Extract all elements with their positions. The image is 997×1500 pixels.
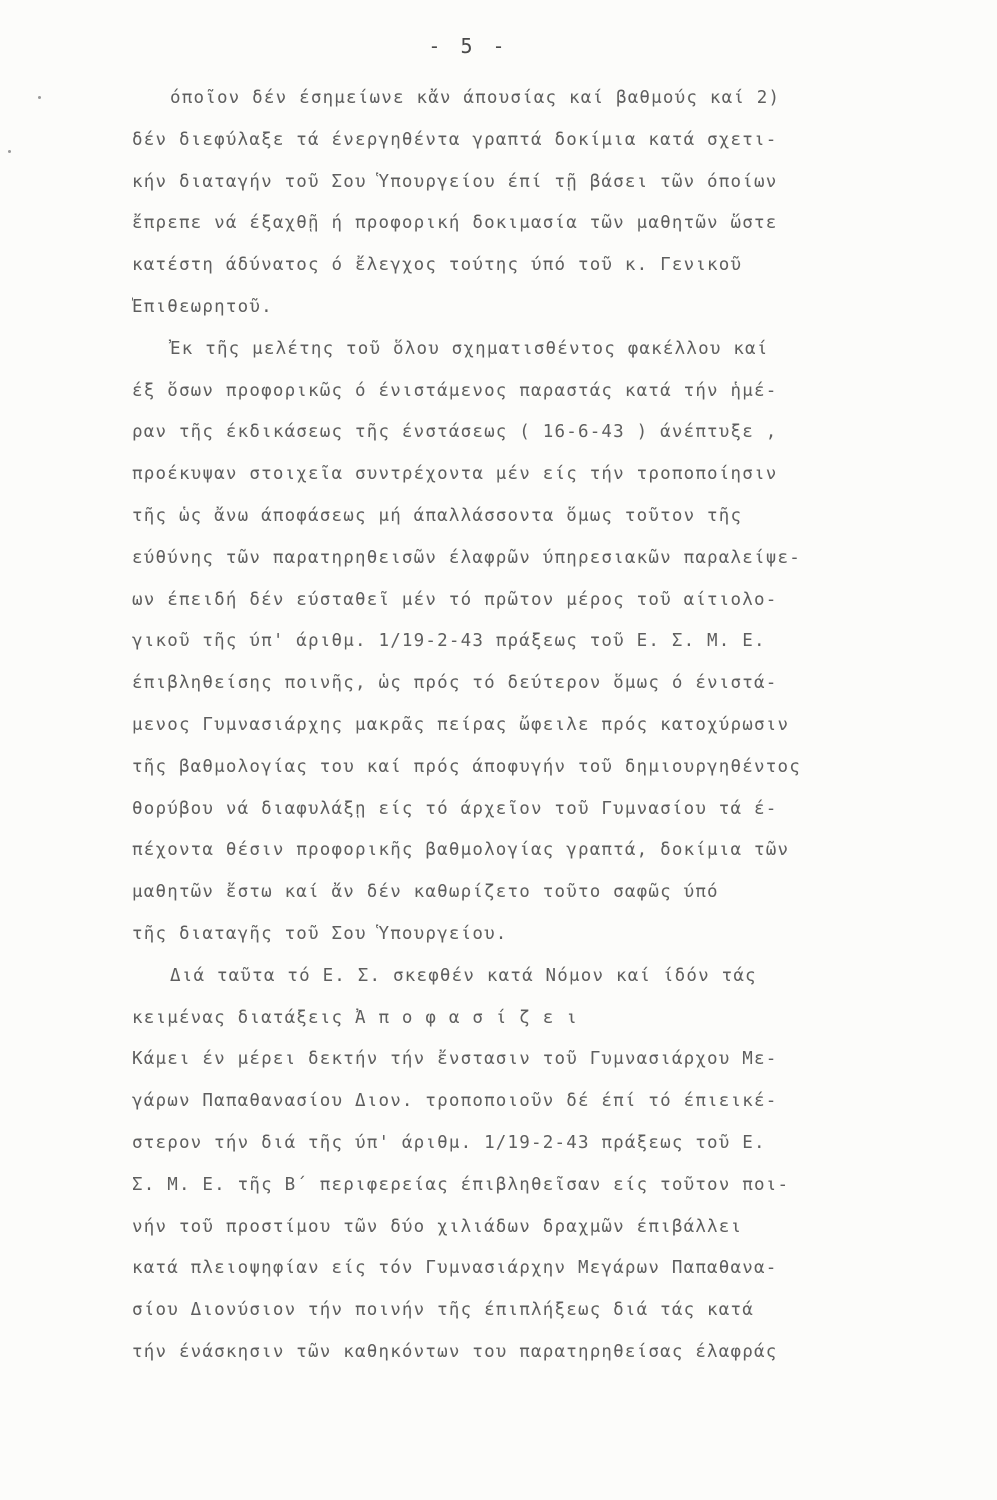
text-line: Σ. Μ. Ε. τῆς Β΄ περιφερείας έπιβληθεῖσαν είς τοῦτον ποι- <box>132 1174 790 1195</box>
text-line: γικοῦ τῆς ύπ' άριθμ. 1/19-2-43 πράξεως τοῦ Ε. Σ. Μ. Ε. <box>132 631 766 652</box>
text-line: τῆς ὡς ἄνω άποφάσεως μή άπαλλάσσοντα ὅμως τοῦτον τῆς <box>132 505 743 526</box>
text-line: ραν τῆς έκδικάσεως τῆς ένστάσεως ( 16-6-43 ) άνέπτυξε , <box>132 422 778 443</box>
text-line: Ἐπιθεωρητοῦ. <box>132 296 273 317</box>
text-line: μαθητῶν ἔστω καί ἄν δέν καθωρίζετο τοῦτο σαφῶς ύπό <box>132 882 719 903</box>
text-line: θορύβου νά διαφυλάξῃ είς τό άρχεῖον τοῦ Γυμνασίου τά έ- <box>132 798 778 819</box>
body-text <box>132 78 962 1374</box>
text-line: τῆς διαταγῆς τοῦ Σου Ὑπουργείου. <box>132 923 508 944</box>
text-line: μενος Γυμνασιάρχης μακρᾶς πείρας ὤφειλε πρός κατοχύρωσιν <box>132 714 790 735</box>
text-line: σίου Διονύσιον τήν ποινήν τῆς έπιπλήξεως διά τάς κατά <box>132 1300 755 1321</box>
text-line: νήν τοῦ προστίμου τῶν δύο χιλιάδων δραχμῶν έπιβάλλει <box>132 1216 743 1237</box>
text-line: κειμένας διατάξεις Ἀ π ο φ α σ ί ζ ε ι <box>132 1007 578 1028</box>
text-line: κήν διαταγήν τοῦ Σου Ὑπουργείου έπί τῇ βάσει τῶν όποίων <box>132 171 778 192</box>
text-line: κατέστη άδύνατος ό ἔλεγχος τούτης ύπό τοῦ κ. Γενικοῦ <box>132 255 743 276</box>
text-line: προέκυψαν στοιχεῖα συντρέχοντα μέν είς τήν τροποποίησιν <box>132 464 778 485</box>
margin-dot <box>8 150 11 153</box>
text-line: Ἐκ τῆς μελέτης τοῦ ὅλου σχηματισθέντος φακέλλου καί <box>170 338 769 359</box>
text-line: τήν ένάσκησιν τῶν καθηκόντων του παρατηρηθείσας έλαφράς <box>132 1341 778 1362</box>
text-line: ἔπρεπε νά έξαχθῇ ή προφορική δοκιμασία τῶν μαθητῶν ὥστε <box>132 213 778 234</box>
text-line: πέχοντα θέσιν προφορικῆς βαθμολογίας γραπτά, δοκίμια τῶν <box>132 840 790 861</box>
text-line: έξ ὅσων προφορικῶς ό ένιστάμενος παραστάς κατά τήν ἡμέ- <box>132 380 778 401</box>
text-line: όποῖον δέν έσημείωνε κἄν άπουσίας καί βαθμούς καί 2) <box>170 88 781 108</box>
text-line: ων έπειδή δέν εύσταθεῖ μέν τό πρῶτον μέρος τοῦ αίτιολο- <box>132 589 778 610</box>
text-line: στερον τήν διά τῆς ύπ' άριθμ. 1/19-2-43 πράξεως τοῦ Ε. <box>132 1132 766 1153</box>
text-line: Κάμει έν μέρει δεκτήν τήν ἔνστασιν τοῦ Γυμνασιάρχου Με- <box>132 1049 778 1070</box>
text-line: εύθύνης τῶν παρατηρηθεισῶν έλαφρῶν ύπηρεσιακῶν παραλείψε- <box>132 547 801 568</box>
text-line: έπιβληθείσης ποινῆς, ὡς πρός τό δεύτερον ὅμως ό ένιστά- <box>132 673 778 694</box>
text-line: δέν διεφύλαξε τά ένεργηθέντα γραπτά δοκίμια κατά σχετι- <box>132 129 778 150</box>
page-number: - 5 - <box>428 34 509 58</box>
text-line: γάρων Παπαθανασίου Διον. τροποποιοῦν δέ έπί τό έπιεικέ- <box>132 1091 778 1112</box>
text-line: κατά πλειοψηφίαν είς τόν Γυμνασιάρχην Μεγάρων Παπαθανα- <box>132 1258 778 1279</box>
text-line: Διά ταῦτα τό Ε. Σ. σκεφθέν κατά Νόμον καί ίδόν τάς <box>170 965 757 986</box>
margin-dot <box>38 96 41 99</box>
text-line: τῆς βαθμολογίας του καί πρός άποφυγήν τοῦ δημιουργηθέντος <box>132 756 801 777</box>
